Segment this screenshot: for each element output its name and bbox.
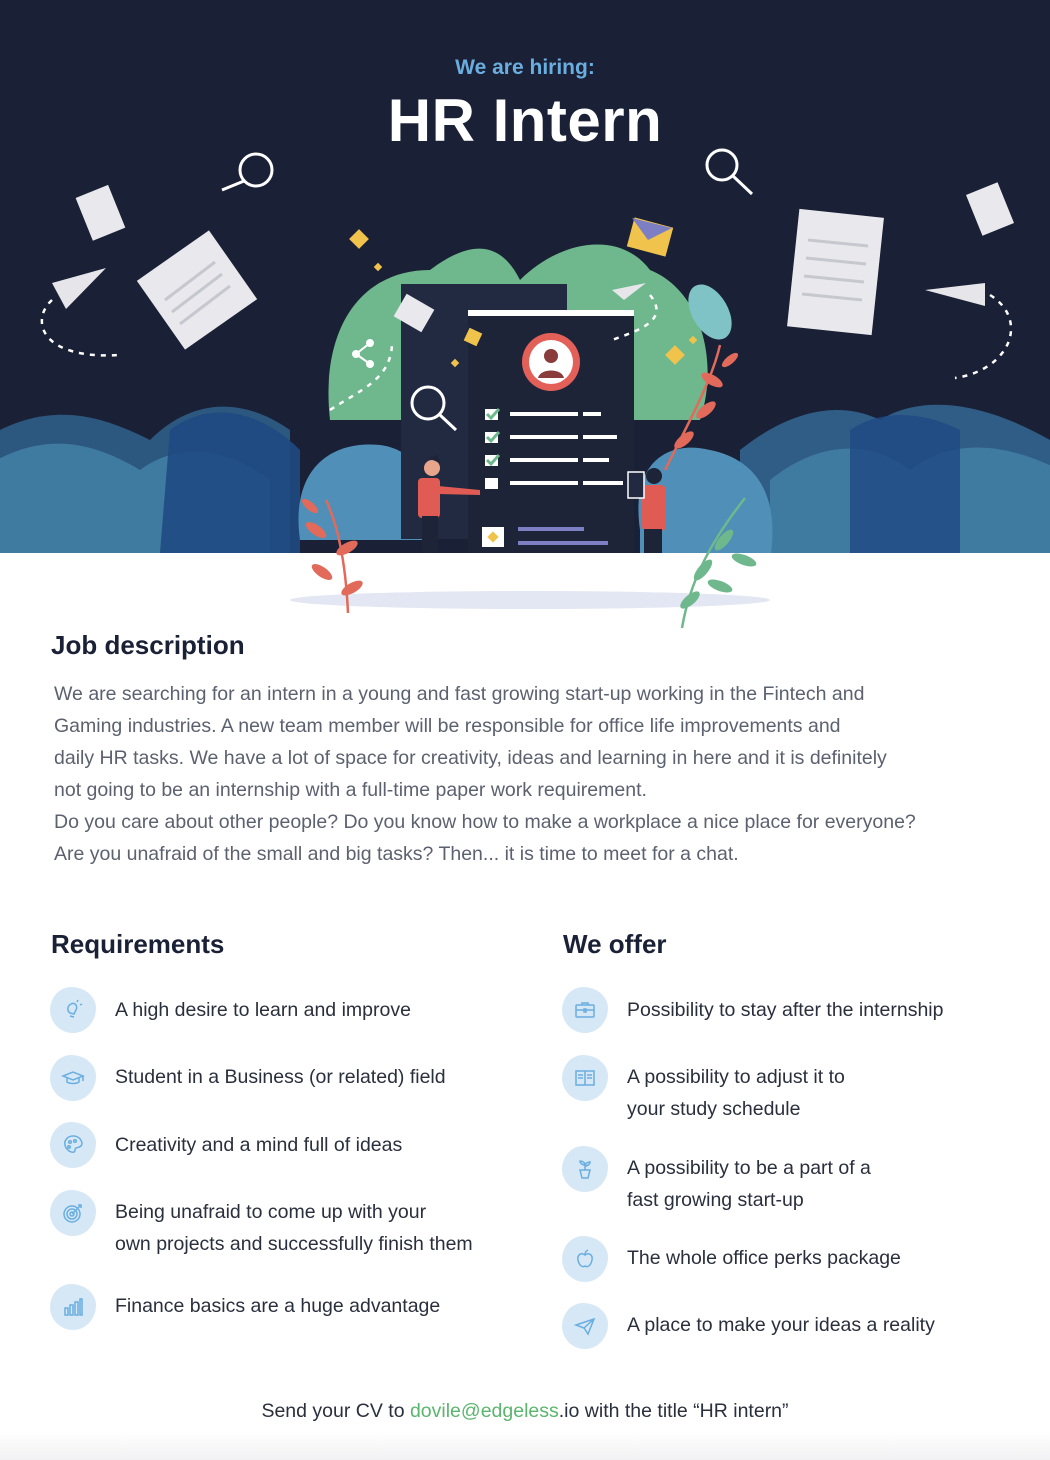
target-icon (50, 1190, 96, 1236)
hiring-tagline: We are hiring: (455, 56, 595, 79)
list-item (50, 1190, 473, 1260)
requirement-text: Creativity and a mind full of ideas (115, 1134, 403, 1156)
email-domain: .io (558, 1400, 580, 1422)
offer-text: A possibility to be a part of a fast growing start-up (627, 1157, 871, 1211)
email-link[interactable]: dovile@edgeless (409, 1400, 559, 1422)
graduation-cap-icon (50, 1055, 96, 1101)
description-line: Gaming industries. A new team member will be responsible for office life improvements and (54, 715, 841, 737)
bottom-fade (0, 1432, 1050, 1460)
list-item (50, 1284, 440, 1330)
offer-text: The whole office perks package (627, 1247, 901, 1269)
we-offer-heading: We offer (563, 929, 667, 959)
requirement-text: A high desire to learn and improve (115, 999, 411, 1021)
lightbulb-icon (50, 987, 96, 1033)
list-item (562, 1146, 871, 1216)
job-description-heading: Job description (51, 630, 245, 660)
list-item (50, 1055, 446, 1101)
hiring-illustration (0, 0, 1050, 553)
requirement-text: Being unafraid to come up with your own projects and successfully finish them (115, 1201, 473, 1255)
apply-prefix: Send your CV to (261, 1400, 410, 1422)
open-book-icon (562, 1055, 608, 1101)
list-item (50, 1122, 402, 1168)
briefcase-icon (562, 987, 608, 1033)
list-item (562, 1236, 901, 1282)
description-line: We are searching for an intern in a young and fast growing start-up working in the Fintech and (54, 683, 865, 705)
offer-text: A possibility to adjust it to your study schedule (627, 1066, 845, 1120)
description-line: Do you care about other people? Do you know how to make a workplace a nice place for everyone? (54, 811, 916, 833)
list-item (562, 1303, 935, 1349)
requirement-text: Finance basics are a huge advantage (115, 1295, 441, 1317)
job-title: HR Intern (387, 87, 663, 154)
apple-icon (562, 1236, 608, 1282)
requirements-heading: Requirements (51, 929, 225, 959)
list-item (562, 987, 944, 1033)
list-item (562, 1055, 845, 1125)
description-line: Are you unafraid of the small and big tasks? Then... it is time to meet for a chat. (54, 843, 739, 865)
plant-pot-icon (562, 1146, 608, 1192)
requirement-text: Student in a Business (or related) field (115, 1066, 446, 1088)
apply-instructions (0, 1400, 1050, 1423)
apply-suffix: with the title “HR intern” (579, 1400, 789, 1422)
palette-icon (50, 1122, 96, 1168)
hero-banner (0, 0, 1050, 553)
list-item (50, 987, 411, 1033)
description-line: not going to be an internship with a full-time paper work requirement. (54, 779, 647, 801)
job-description-text (54, 678, 954, 870)
offer-text: Possibility to stay after the internship (627, 999, 944, 1021)
offer-text: A place to make your ideas a reality (627, 1314, 935, 1336)
bar-chart-icon (50, 1284, 96, 1330)
paper-plane-icon (562, 1303, 608, 1349)
description-line: daily HR tasks. We have a lot of space for creativity, ideas and learning in here and it is definitely (54, 747, 887, 769)
